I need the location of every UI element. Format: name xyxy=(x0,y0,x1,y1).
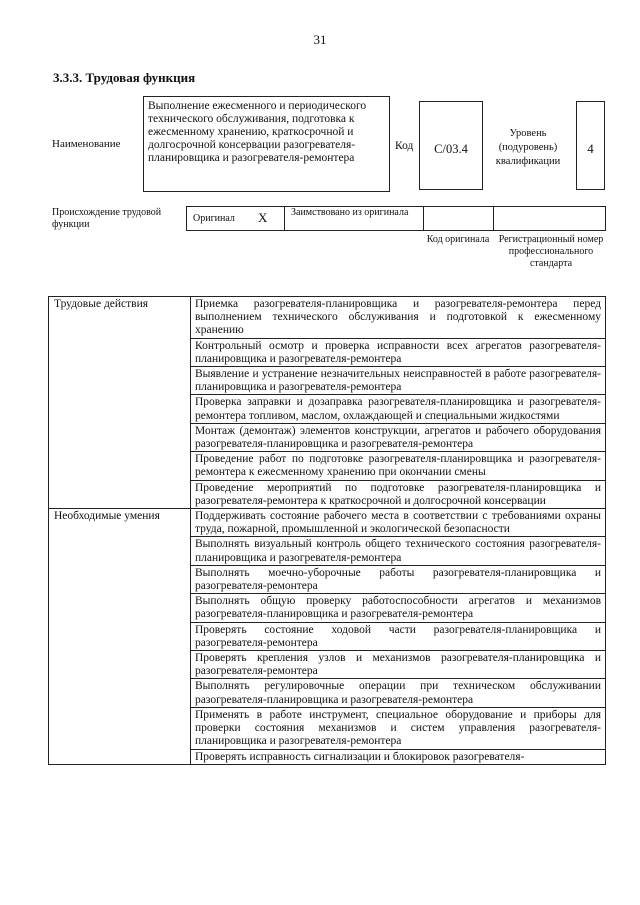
original-label: Оригинал xyxy=(193,213,235,224)
list-item: Проверять исправность сигнализации и блокировок разогревателя- xyxy=(191,749,606,764)
name-value-box xyxy=(143,96,390,192)
table-row xyxy=(49,297,606,339)
section-title-skills: Необходимые умения xyxy=(49,509,191,765)
list-item: Проверять состояние ходовой части разогревателя-планировщика и разогревателя-ремонтера xyxy=(191,622,606,650)
reg-number-label: Регистрационный номер профессионального стандарта xyxy=(498,234,604,269)
level-value-box xyxy=(576,101,605,190)
list-item: Проверять крепления узлов и механизмов разогревателя-планировщика и разогревателя-ремонтера xyxy=(191,651,606,679)
name-value: Выполнение ежесменного и периодического технического обслуживания, подготовка к ежесменному хранению, краткосрочной и долгосрочной консервации разогревателя-планировщика и разогревателя-ремонтера xyxy=(148,100,367,164)
code-label: Код xyxy=(395,140,414,152)
list-item: Выполнять регулировочные операции при техническом обслуживании разогревателя-планировщика и разогревателя-ремонтера xyxy=(191,679,606,707)
list-item: Выполнять визуальный контроль общего технического состояния разогревателя-планировщика и разогревателя-ремонтера xyxy=(191,537,606,565)
list-item: Проведение мероприятий по подготовке разогревателя-планировщика и разогревателя-ремонтера к краткосрочной и долгосрочной консервации xyxy=(191,480,606,508)
list-item: Выявление и устранение незначительных неисправностей в работе разогревателя-планировщика и разогревателя-ремонтера xyxy=(191,367,606,395)
code-value: C/03.4 xyxy=(434,142,468,156)
level-value: 4 xyxy=(587,141,594,156)
table-row xyxy=(49,509,606,537)
origin-label: Происхождение трудовой функции xyxy=(52,207,162,230)
page-number: 31 xyxy=(313,32,327,47)
list-item: Поддерживать состояние рабочего места в соответствии с требованиями охраны труда, пожарной, промышленной и экологической безопасности xyxy=(191,509,606,537)
list-item: Выполнять моечно-уборочные работы разогревателя-планировщика и разогревателя-ремонтера xyxy=(191,565,606,593)
level-label: Уровень (подуровень) квалификации xyxy=(495,128,561,167)
list-item: Проведение работ по подготовке разогревателя-планировщика и разогревателя-ремонтера к ежесменному хранению при окончании смены xyxy=(191,452,606,480)
list-item: Проверка заправки и дозаправка разогревателя-планировщика и разогревателя-ремонтера топливом, маслом, охлаждающей и специальными жидкостями xyxy=(191,395,606,423)
origin-divider-3 xyxy=(493,206,494,231)
origin-divider-1 xyxy=(284,206,285,231)
code-original-label: Код оригинала xyxy=(426,234,490,245)
list-item: Монтаж (демонтаж) элементов конструкции, агрегатов и рабочего оборудования разогревателя-планировщика и разогревателя-ремонтера xyxy=(191,423,606,451)
section-title-actions: Трудовые действия xyxy=(49,297,191,509)
list-item: Применять в работе инструмент, специальное оборудование и приборы для проверки состояния механизмов и систем управления разогревателя-планировщика и разогревателя-ремонтера xyxy=(191,707,606,749)
name-label: Наименование xyxy=(52,138,121,150)
code-value-box xyxy=(419,101,483,190)
section-title: 3.3.3. Трудовая функция xyxy=(53,70,196,85)
list-item: Выполнять общую проверку работоспособности агрегатов и механизмов разогревателя-планировщика и разогревателя-ремонтера xyxy=(191,594,606,622)
origin-divider-2 xyxy=(423,206,424,231)
list-item: Контрольный осмотр и проверка исправности всех агрегатов разогревателя-планировщика и разогревателя-ремонтера xyxy=(191,338,606,366)
function-table xyxy=(48,296,606,765)
borrowed-label: Заимствовано из оригинала xyxy=(291,207,409,218)
original-mark: X xyxy=(258,210,268,225)
list-item: Приемка разогревателя-планировщика и разогревателя-ремонтера перед выполнением технического обслуживания и подготовкой к ежесменному хранению xyxy=(191,297,606,339)
